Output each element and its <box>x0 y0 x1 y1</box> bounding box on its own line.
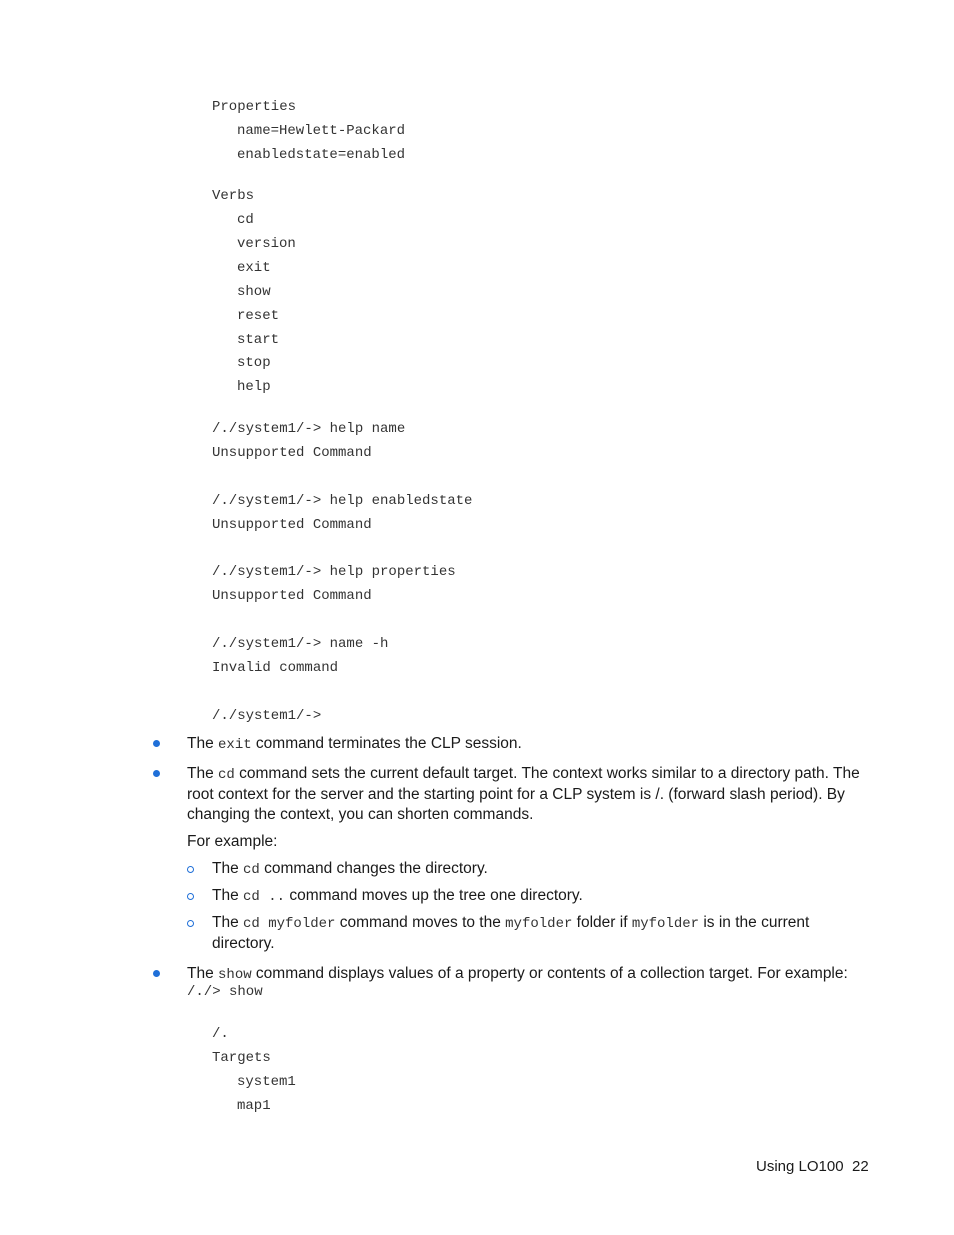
verb-line: stop <box>237 355 271 371</box>
session-line: Unsupported Command <box>212 445 372 461</box>
session-line: Invalid command <box>212 660 339 676</box>
session-line: Unsupported Command <box>212 517 372 533</box>
inline-code: cd myfolder <box>243 916 336 932</box>
session-line: /./system1/-> name -h <box>212 636 389 652</box>
inline-code: cd .. <box>243 889 286 905</box>
session-line: Unsupported Command <box>212 588 372 604</box>
verb-line: reset <box>237 308 280 324</box>
verb-line: show <box>237 284 271 300</box>
sub-bullet-cd-myfolder: The cd myfolder command moves to the myfolder folder if myfolder is in the current <box>212 914 810 932</box>
bullet-cd-line-1: The cd command sets the current default target. The context works similar to a directory path. The <box>187 765 860 783</box>
bullet-exit: The exit command terminates the CLP session. <box>187 735 522 753</box>
inline-code: cd <box>243 862 260 878</box>
sub-bullet-cd: The cd command changes the directory. <box>212 860 488 878</box>
inline-code: myfolder <box>631 916 700 932</box>
properties-heading: Properties <box>212 99 297 115</box>
inline-code: myfolder <box>505 916 573 932</box>
verb-line: help <box>237 379 271 395</box>
target-line: system1 <box>237 1074 296 1090</box>
verb-line: exit <box>237 260 271 276</box>
session-line: /./system1/-> help enabledstate <box>212 493 473 509</box>
for-example-label: For example: <box>187 833 278 850</box>
sub-bullet-icon <box>187 866 194 873</box>
verbs-heading: Verbs <box>212 188 255 204</box>
property-line: name=Hewlett-Packard <box>237 123 406 139</box>
footer-section-title: Using LO100 <box>756 1158 844 1175</box>
targets-heading: Targets <box>212 1050 271 1066</box>
bullet-cd-line-3: changing the context, you can shorten commands. <box>187 806 534 823</box>
bullet-icon <box>153 740 160 747</box>
session-line: /./system1/-> help name <box>212 421 406 437</box>
bullet-show: The show command displays values of a property or contents of a collection target. For example: <box>187 965 848 983</box>
sub-bullet-icon <box>187 893 194 900</box>
session-line: /./system1/-> help properties <box>212 564 456 580</box>
inline-code: show <box>218 967 252 983</box>
sub-bullet-cd-myfolder-line-2: directory. <box>212 935 275 952</box>
verb-line: version <box>237 236 296 252</box>
target-line: map1 <box>237 1098 271 1114</box>
output-line: /. <box>212 1026 229 1042</box>
sub-bullet-icon <box>187 920 194 927</box>
verb-line: start <box>237 332 280 348</box>
sub-bullet-cd-up: The cd .. command moves up the tree one directory. <box>212 887 583 905</box>
session-line: /./system1/-> <box>212 708 322 724</box>
inline-code: cd <box>218 767 235 783</box>
verb-line: cd <box>237 212 254 228</box>
inline-code: exit <box>218 737 252 753</box>
property-line: enabledstate=enabled <box>237 147 406 163</box>
bullet-icon <box>153 970 160 977</box>
page-number: 22 <box>852 1158 869 1175</box>
show-prompt: /./> show <box>187 984 263 1000</box>
bullet-icon <box>153 770 160 777</box>
bullet-cd-line-2: root context for the server and the starting point for a CLP system is /. (forward slash period). By <box>187 786 845 803</box>
